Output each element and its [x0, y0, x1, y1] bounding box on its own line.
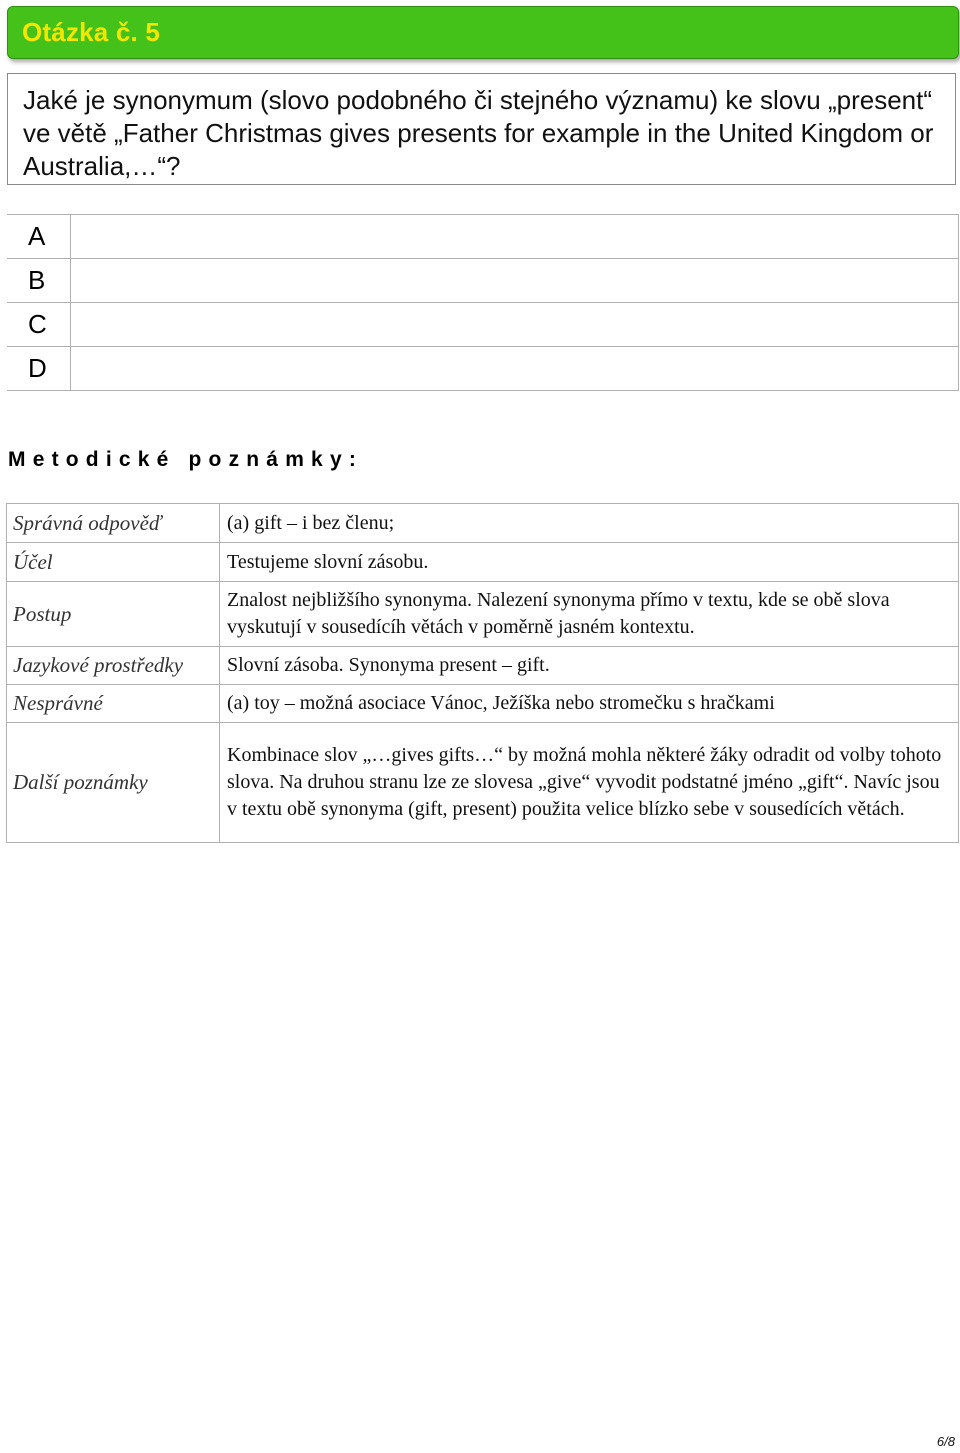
option-text[interactable]	[71, 303, 959, 347]
notes-row	[7, 543, 959, 582]
notes-row	[7, 582, 959, 647]
option-text[interactable]	[71, 347, 959, 391]
option-letter: C	[8, 303, 71, 347]
question-text: Jaké je synonymum (slovo podobného či stejného významu) ke slovu „present“ ve větě „Father Christmas gives presents for example in the United Kingdom or Australia,…“?	[23, 85, 934, 181]
notes-row	[7, 685, 959, 723]
notes-label: Jazykové prostředky	[7, 647, 220, 685]
page-number: 6/8	[936, 1434, 955, 1449]
notes-value: Testujeme slovní zásobu.	[220, 543, 959, 582]
answer-options-table	[7, 214, 959, 391]
notes-label: Správná odpověď	[7, 504, 220, 543]
notes-value: (a) gift – i bez členu;	[220, 504, 959, 543]
answer-option-row[interactable]	[8, 259, 959, 303]
notes-row	[7, 504, 959, 543]
answer-option-row[interactable]	[8, 303, 959, 347]
notes-label: Další poznámky	[7, 723, 220, 843]
answer-option-row[interactable]	[8, 215, 959, 259]
option-text[interactable]	[71, 215, 959, 259]
answer-option-row[interactable]	[8, 347, 959, 391]
question-banner	[7, 6, 959, 59]
option-letter: A	[8, 215, 71, 259]
notes-value: Slovní zásoba. Synonyma present – gift.	[220, 647, 959, 685]
question-number-title: Otázka č. 5	[22, 17, 161, 47]
option-text[interactable]	[71, 259, 959, 303]
methodology-table	[6, 503, 959, 843]
notes-value: Kombinace slov „…gives gifts…“ by možná mohla některé žáky odradit od volby tohoto slova. Na druhou stranu lze ze slovesa „give“ vyvodit podstatné jméno „gift“. Navíc jsou v textu obě synonyma (gift, present) použita velice blízko sebe v sousedících větách.	[220, 723, 959, 843]
notes-value: Znalost nejbližšího synonyma. Nalezení synonyma přímo v textu, kde se obě slova vyskutují v sousedícíh větách v poměrně jasném kontextu.	[220, 582, 959, 647]
option-letter: B	[8, 259, 71, 303]
notes-label: Nesprávné	[7, 685, 220, 723]
notes-value: (a) toy – možná asociace Vánoc, Ježíška nebo stromečku s hračkami	[220, 685, 959, 723]
methodology-heading: Metodické poznámky:	[8, 448, 364, 471]
option-letter: D	[8, 347, 71, 391]
question-box	[7, 73, 956, 185]
notes-label: Postup	[7, 582, 220, 647]
notes-row	[7, 723, 959, 843]
notes-label: Účel	[7, 543, 220, 582]
notes-row	[7, 647, 959, 685]
